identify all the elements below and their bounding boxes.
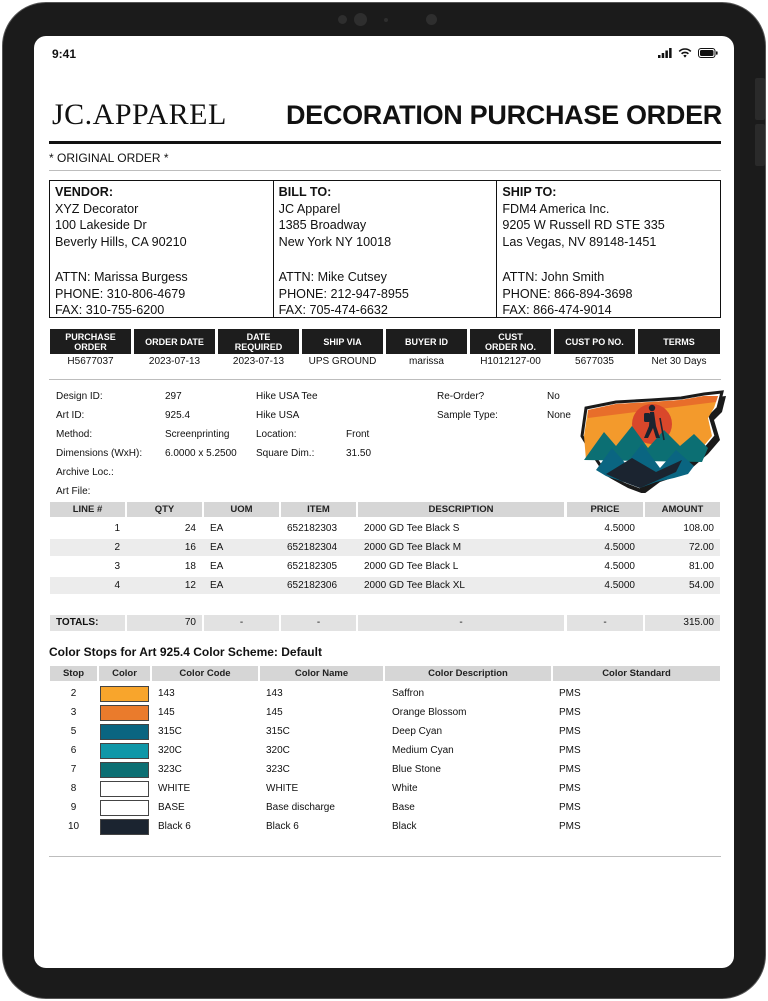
amount-cell: 108.00 xyxy=(683,523,714,534)
stop-cell: 9 xyxy=(70,802,77,813)
color-swatch xyxy=(100,705,149,721)
color-standard-cell: PMS xyxy=(559,745,581,756)
divider xyxy=(49,856,721,857)
price-cell: 4.5000 xyxy=(604,523,635,534)
square-dim-value: 31.50 xyxy=(346,448,372,459)
uom-cell: EA xyxy=(210,523,224,534)
design-id-value: 297 xyxy=(165,391,182,402)
color-description-cell: Base xyxy=(392,802,415,813)
color-swatch xyxy=(100,781,149,797)
color-description-cell: Saffron xyxy=(392,688,425,699)
color-code-cell: BASE xyxy=(158,802,185,813)
reorder-label: Re-Order? xyxy=(437,391,485,402)
color-name-cell: 145 xyxy=(266,707,283,718)
amount-cell: 72.00 xyxy=(688,542,714,553)
art-id-value: 925.4 xyxy=(165,410,191,421)
po-header: PURCHASE ORDER xyxy=(50,329,131,354)
cust-po-value: 5677035 xyxy=(575,356,614,367)
stop-cell: 8 xyxy=(70,783,77,794)
color-standard-cell: PMS xyxy=(559,783,581,794)
bill-to-heading: BILL TO: xyxy=(278,185,332,199)
color-code-cell: 320C xyxy=(158,745,182,756)
price-cell: 4.5000 xyxy=(604,542,635,553)
line-number: 1 xyxy=(114,523,120,534)
method-value: Screenprinting xyxy=(165,429,230,440)
col-amount-header: AMOUNT xyxy=(645,502,720,517)
totals-description: - xyxy=(459,617,463,628)
price-cell: 4.5000 xyxy=(604,580,635,591)
vendor-address xyxy=(50,181,273,317)
color-code-cell: Black 6 xyxy=(158,821,191,832)
uom-cell: EA xyxy=(210,580,224,591)
col-line-header: LINE # xyxy=(50,502,125,517)
amount-cell: 54.00 xyxy=(688,580,714,591)
buyer-id-header: BUYER ID xyxy=(386,329,467,354)
ship-to-address xyxy=(496,181,720,317)
uom-cell: EA xyxy=(210,542,224,553)
bill-to-attn: ATTN: Mike Cutsey xyxy=(278,270,387,284)
color-description-cell: Deep Cyan xyxy=(392,726,443,737)
ship-via-header: SHIP VIA xyxy=(302,329,383,354)
totals-qty: 70 xyxy=(184,617,196,628)
dimensions-label: Dimensions (WxH): xyxy=(56,448,143,459)
sensor-icon xyxy=(338,15,347,24)
description-cell: 2000 GD Tee Black L xyxy=(364,561,459,572)
camera-bar xyxy=(318,12,450,28)
totals-item: - xyxy=(316,617,321,628)
ship-via-value: UPS GROUND xyxy=(308,356,377,367)
proximity-icon xyxy=(426,14,437,25)
bill-to-line: New York NY 10018 xyxy=(278,234,392,249)
col-color-header: Color xyxy=(99,666,150,681)
color-swatch xyxy=(100,800,149,816)
bill-to-address xyxy=(273,181,497,317)
bill-to-fax: FAX: 705-474-6632 xyxy=(278,303,388,317)
col-stop-header: Stop xyxy=(50,666,97,681)
color-name-cell: 315C xyxy=(266,726,290,737)
order-date-value: 2023-07-13 xyxy=(148,356,201,367)
line-number: 4 xyxy=(114,580,120,591)
color-code-cell: 315C xyxy=(158,726,182,737)
volume-up-button xyxy=(755,78,765,120)
cust-order-header: CUST ORDER NO. xyxy=(470,329,551,354)
divider xyxy=(49,379,721,380)
location-label: Location: xyxy=(256,429,297,440)
col-qty-header: QTY xyxy=(127,502,202,517)
qty-cell: 12 xyxy=(184,580,196,591)
col-color-description-header: Color Description xyxy=(385,666,551,681)
color-standard-cell: PMS xyxy=(559,802,581,813)
description-cell: 2000 GD Tee Black M xyxy=(364,542,462,553)
screen xyxy=(34,36,734,968)
qty-cell: 24 xyxy=(184,523,196,534)
totals-uom: - xyxy=(239,617,244,628)
qty-cell: 16 xyxy=(184,542,196,553)
color-swatch xyxy=(100,762,149,778)
design-id-label: Design ID: xyxy=(56,391,103,402)
color-stops-title: Color Stops for Art 925.4 Color Scheme: Default xyxy=(49,645,322,659)
qty-cell: 18 xyxy=(184,561,196,572)
company-logo: JC.APPAREL xyxy=(52,98,227,131)
stop-cell: 2 xyxy=(70,688,77,699)
price-cell: 4.5000 xyxy=(604,561,635,572)
vendor-heading: VENDOR: xyxy=(55,185,114,199)
page-title: DECORATION PURCHASE ORDER xyxy=(285,100,722,130)
description-cell: 2000 GD Tee Black XL xyxy=(364,580,465,591)
bill-to-line: JC Apparel xyxy=(278,201,341,216)
method-label: Method: xyxy=(56,429,93,440)
totals-label: TOTALS: xyxy=(56,617,99,628)
color-standard-cell: PMS xyxy=(559,688,581,699)
totals-amount: 315.00 xyxy=(683,617,714,628)
design-name: Hike USA Tee xyxy=(256,391,318,402)
terms-header: TERMS xyxy=(638,329,720,354)
vendor-attn: ATTN: Marissa Burgess xyxy=(55,270,188,284)
col-price-header: PRICE xyxy=(567,502,643,517)
totals-price: - xyxy=(603,617,607,628)
line-number: 3 xyxy=(114,561,120,572)
color-name-cell: Black 6 xyxy=(266,821,299,832)
color-name-cell: WHITE xyxy=(266,783,299,794)
color-swatch xyxy=(100,819,149,835)
stop-cell: 7 xyxy=(70,764,77,775)
reorder-value: No xyxy=(547,391,560,402)
order-note: * ORIGINAL ORDER * xyxy=(49,151,169,165)
indicator-icon xyxy=(384,18,388,22)
color-swatch xyxy=(100,743,149,759)
color-description-cell: White xyxy=(392,783,418,794)
order-date-header: ORDER DATE xyxy=(134,329,215,354)
vendor-fax: FAX: 310-755-6200 xyxy=(55,303,165,317)
vendor-phone: PHONE: 310-806-4679 xyxy=(55,286,186,301)
ship-to-attn: ATTN: John Smith xyxy=(502,270,605,284)
color-name-cell: Base discharge xyxy=(266,802,335,813)
line-number: 2 xyxy=(114,542,120,553)
status-time: 9:41 xyxy=(52,47,77,61)
square-dim-label: Square Dim.: xyxy=(256,448,315,459)
terms-value: Net 30 Days xyxy=(651,356,707,367)
buyer-id-value: marissa xyxy=(408,356,444,367)
color-code-cell: 145 xyxy=(158,707,175,718)
battery-icon xyxy=(698,48,718,58)
description-cell: 2000 GD Tee Black S xyxy=(364,523,460,534)
col-color-code-header: Color Code xyxy=(152,666,258,681)
color-standard-cell: PMS xyxy=(559,707,581,718)
volume-down-button xyxy=(755,124,765,166)
art-name: Hike USA xyxy=(256,410,300,421)
dimensions-value: 6.0000 x 5.2500 xyxy=(165,448,237,459)
color-description-cell: Orange Blossom xyxy=(392,707,467,718)
color-standard-cell: PMS xyxy=(559,726,581,737)
color-swatch xyxy=(100,686,149,702)
bill-to-line: 1385 Broadway xyxy=(278,218,367,232)
signal-icon xyxy=(658,48,672,58)
stop-cell: 5 xyxy=(70,726,77,737)
sample-type-label: Sample Type: xyxy=(437,410,498,421)
status-bar xyxy=(34,36,734,72)
item-cell: 652182304 xyxy=(287,542,338,553)
location-value: Front xyxy=(346,429,370,440)
color-code-cell: 143 xyxy=(158,688,175,699)
color-code-cell: 323C xyxy=(158,764,182,775)
ship-to-phone: PHONE: 866-894-3698 xyxy=(502,286,633,301)
divider xyxy=(49,170,721,171)
amount-cell: 81.00 xyxy=(688,561,714,572)
color-description-cell: Medium Cyan xyxy=(392,745,454,756)
color-name-cell: 323C xyxy=(266,764,290,775)
color-swatch xyxy=(100,724,149,740)
vendor-line: 100 Lakeside Dr xyxy=(55,218,147,232)
status-icons xyxy=(658,48,718,58)
col-color-name-header: Color Name xyxy=(260,666,383,681)
po-value: H5677037 xyxy=(67,356,114,367)
col-description-header: DESCRIPTION xyxy=(358,502,564,517)
color-description-cell: Blue Stone xyxy=(392,764,441,775)
title-divider xyxy=(49,141,721,144)
vendor-line: Beverly Hills, CA 90210 xyxy=(55,234,187,249)
archive-label: Archive Loc.: xyxy=(56,467,114,478)
ship-to-heading: SHIP TO: xyxy=(502,185,557,199)
date-required-value: 2023-07-13 xyxy=(232,356,285,367)
bill-to-phone: PHONE: 212-947-8955 xyxy=(278,286,409,301)
date-required-header: DATE REQUIRED xyxy=(218,329,299,354)
col-item-header: ITEM xyxy=(281,502,356,517)
color-code-cell: WHITE xyxy=(158,783,191,794)
ship-to-fax: FAX: 866-474-9014 xyxy=(502,303,612,317)
item-cell: 652182303 xyxy=(287,523,338,534)
stop-cell: 3 xyxy=(70,707,77,718)
art-file-label: Art File: xyxy=(56,486,91,497)
color-name-cell: 320C xyxy=(266,745,290,756)
vendor-line: XYZ Decorator xyxy=(55,201,139,216)
sample-type-value: None xyxy=(547,410,571,421)
item-cell: 652182305 xyxy=(287,561,338,572)
col-uom-header: UOM xyxy=(204,502,279,517)
usa-hiker-artwork xyxy=(576,388,726,493)
ship-to-line: Las Vegas, NV 89148-1451 xyxy=(502,234,657,249)
cust-po-header: CUST PO NO. xyxy=(554,329,635,354)
col-color-standard-header: Color Standard xyxy=(553,666,720,681)
wifi-icon xyxy=(678,48,692,58)
color-description-cell: Black xyxy=(392,821,417,832)
color-name-cell: 143 xyxy=(266,688,283,699)
stop-cell: 6 xyxy=(70,745,77,756)
address-block xyxy=(49,180,721,318)
color-standard-cell: PMS xyxy=(559,821,581,832)
item-cell: 652182306 xyxy=(287,580,338,591)
ship-to-line: FDM4 America Inc. xyxy=(502,201,610,216)
ship-to-line: 9205 W Russell RD STE 335 xyxy=(502,218,665,232)
art-id-label: Art ID: xyxy=(56,410,85,421)
stop-cell: 10 xyxy=(67,821,80,832)
uom-cell: EA xyxy=(210,561,224,572)
camera-icon xyxy=(354,13,367,26)
color-standard-cell: PMS xyxy=(559,764,581,775)
cust-order-value: H1012127-00 xyxy=(480,356,541,367)
